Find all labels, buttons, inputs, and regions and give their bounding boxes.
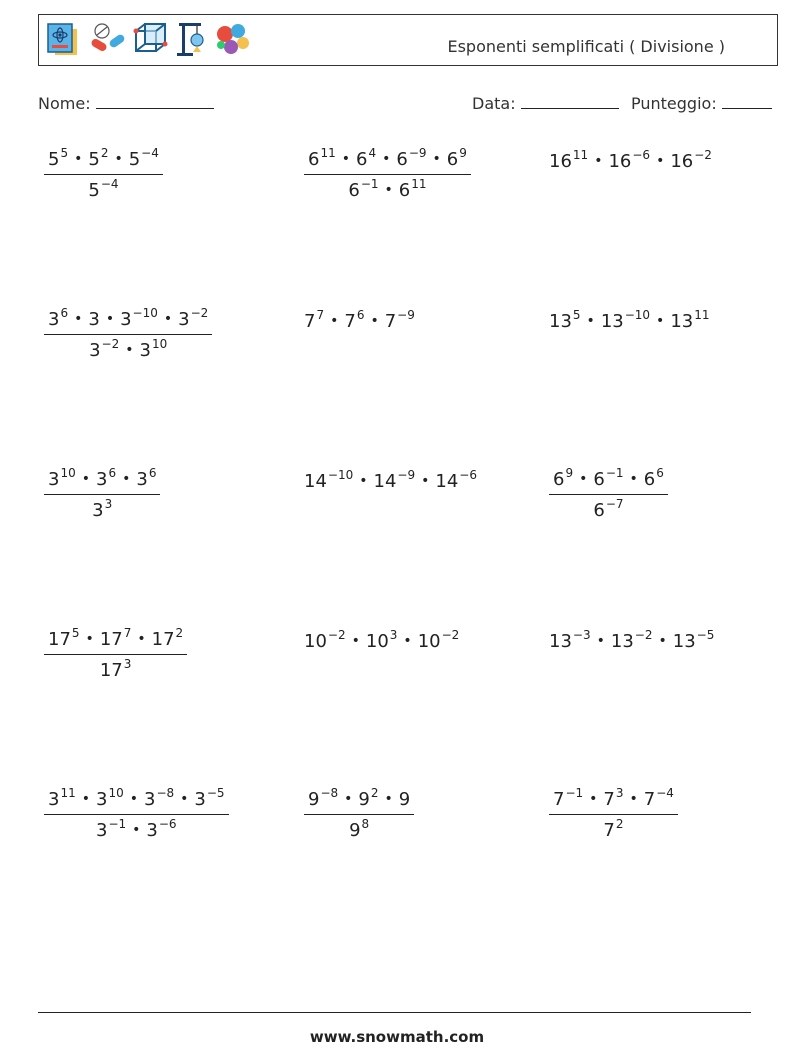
fraction	[44, 466, 160, 521]
multiply-dot: •	[384, 791, 393, 807]
base: 16	[608, 151, 632, 172]
power-term	[644, 466, 664, 490]
base: 7	[344, 311, 356, 332]
denominator	[44, 814, 229, 841]
exponent: −10	[624, 308, 651, 322]
power-term	[611, 628, 653, 652]
power-term	[670, 148, 712, 172]
power-term	[48, 626, 80, 650]
base: 17	[48, 629, 71, 650]
base: 3	[139, 340, 151, 361]
multiply-dot: •	[596, 633, 605, 649]
exponent: 11	[572, 148, 589, 162]
numerator	[44, 146, 163, 174]
exponent: 6	[148, 466, 157, 480]
denominator	[304, 174, 471, 201]
exponent: −3	[572, 628, 591, 642]
multiply-dot: •	[432, 151, 441, 167]
power-term	[120, 306, 158, 330]
fraction	[304, 146, 471, 201]
exponent: −4	[100, 177, 119, 191]
base: 9	[398, 789, 411, 810]
fraction	[44, 786, 229, 841]
exponent: −2	[327, 628, 346, 642]
exponent: −10	[132, 306, 158, 320]
base: 10	[365, 631, 389, 652]
multiply-dot: •	[370, 313, 379, 329]
power-term	[549, 148, 588, 172]
numerator	[304, 786, 414, 814]
exponent: 3	[104, 497, 113, 511]
exponent: 6	[60, 306, 69, 320]
base: 6	[593, 469, 605, 490]
power-term	[608, 148, 650, 172]
power-term	[92, 497, 112, 521]
base: 5	[88, 149, 100, 170]
power-term	[304, 468, 353, 492]
score-blank[interactable]	[722, 94, 772, 109]
power-term	[89, 337, 119, 361]
base: 7	[304, 311, 316, 332]
base: 6	[643, 469, 656, 490]
power-term	[88, 146, 108, 170]
denominator	[44, 174, 163, 201]
multiply-dot: •	[105, 311, 115, 327]
multiply-dot: •	[586, 313, 595, 329]
score-label: Punteggio:	[631, 94, 717, 113]
multiply-dot: •	[656, 153, 665, 169]
power-term	[553, 786, 583, 810]
numerator	[44, 466, 160, 494]
multiply-dot: •	[589, 791, 598, 807]
base: 3	[96, 789, 108, 810]
power-term	[399, 177, 427, 201]
multiply-dot: •	[81, 791, 90, 807]
power-term	[146, 817, 176, 841]
base: 3	[48, 789, 60, 810]
molecule-icon	[213, 21, 253, 57]
base: 6	[348, 180, 360, 201]
base: 10	[417, 631, 441, 652]
multiply-dot: •	[351, 633, 360, 649]
exponent: −5	[206, 786, 225, 800]
exponent: 11	[320, 146, 336, 160]
multiply-dot: •	[629, 471, 638, 487]
exponent: 5	[71, 626, 80, 640]
power-term	[96, 817, 126, 841]
power-term	[304, 628, 346, 652]
fraction	[304, 786, 414, 841]
problem-6	[549, 308, 710, 332]
denominator	[304, 814, 414, 841]
exponent: 9	[565, 466, 574, 480]
exponent: −7	[605, 497, 624, 511]
pills-icon	[87, 21, 127, 57]
header-box	[38, 14, 778, 66]
worksheet-title: Esponenti semplificati ( Divisione )	[447, 37, 725, 56]
exponent: 11	[411, 177, 427, 191]
exponent: −2	[441, 628, 460, 642]
base: 6	[396, 149, 408, 170]
name-field[interactable]	[38, 94, 214, 113]
exponent: 6	[656, 466, 664, 480]
exponent: 5	[60, 146, 69, 160]
name-blank[interactable]	[96, 94, 214, 109]
exponent: 4	[368, 146, 377, 160]
base: 6	[593, 500, 605, 521]
cube-icon	[133, 21, 169, 57]
problem-13	[44, 786, 229, 841]
base: 9	[308, 789, 320, 810]
exponent: −2	[190, 306, 209, 320]
numerator	[549, 786, 678, 814]
date-field[interactable]	[472, 94, 619, 113]
base: 3	[96, 820, 108, 841]
denominator	[44, 654, 187, 681]
footer-url[interactable]: www.snowmath.com	[309, 1028, 485, 1046]
base: 14	[304, 471, 327, 492]
base: 6	[308, 149, 320, 170]
base: 6	[398, 180, 411, 201]
multiply-dot: •	[341, 151, 350, 167]
exponent: 3	[123, 657, 132, 671]
base: 13	[670, 311, 694, 332]
power-term	[100, 626, 132, 650]
exponent: −2	[101, 337, 120, 351]
exponent: −10	[327, 468, 354, 482]
exponent: 2	[175, 626, 184, 640]
multiply-dot: •	[180, 791, 189, 807]
denominator	[44, 334, 212, 361]
base: 14	[435, 471, 459, 492]
base: 3	[48, 469, 60, 490]
base: 5	[88, 180, 100, 201]
fraction	[44, 306, 212, 361]
power-term	[129, 146, 159, 170]
denominator	[44, 494, 160, 521]
exponent: −1	[605, 466, 624, 480]
power-term	[366, 628, 398, 652]
problem-10	[44, 626, 187, 681]
problem-7	[44, 466, 160, 521]
exponent: 10	[108, 786, 124, 800]
power-term	[603, 786, 623, 810]
base: 13	[672, 631, 696, 652]
power-term	[152, 626, 184, 650]
power-term	[435, 468, 477, 492]
power-term	[603, 817, 623, 841]
exponent: 3	[389, 628, 398, 642]
multiply-dot: •	[382, 151, 391, 167]
multiply-dot: •	[359, 473, 368, 489]
exponent: 9	[459, 146, 467, 160]
exponent: 6	[108, 466, 117, 480]
power-term	[178, 306, 208, 330]
multiply-dot: •	[344, 791, 353, 807]
date-label: Data:	[472, 94, 516, 113]
fraction	[549, 466, 668, 521]
multiply-dot: •	[81, 471, 90, 487]
power-term	[593, 466, 623, 490]
power-term	[593, 497, 623, 521]
problem-1	[44, 146, 163, 201]
fraction	[44, 146, 163, 201]
exponent: −4	[141, 146, 159, 160]
power-term	[396, 146, 426, 170]
exponent: −2	[694, 148, 712, 162]
power-term	[673, 628, 715, 652]
power-term	[308, 146, 336, 170]
problem-12	[549, 628, 714, 652]
numerator	[44, 626, 187, 654]
header-icons	[45, 21, 253, 57]
exponent: −4	[656, 786, 674, 800]
multiply-dot: •	[114, 151, 123, 167]
numerator	[549, 466, 668, 494]
problem-9	[549, 466, 668, 521]
multiply-dot: •	[330, 313, 339, 329]
fraction	[549, 786, 678, 841]
exponent: 11	[60, 786, 76, 800]
power-term	[670, 308, 709, 332]
power-term	[48, 786, 76, 810]
date-blank[interactable]	[521, 94, 619, 109]
exponent: −1	[108, 817, 127, 831]
exponent: −9	[397, 308, 415, 322]
problem-11	[304, 628, 459, 652]
base: 17	[151, 629, 175, 650]
multiply-dot: •	[122, 471, 131, 487]
exponent: −5	[696, 628, 715, 642]
multiply-dot: •	[403, 633, 412, 649]
power-term	[139, 337, 167, 361]
multiply-dot: •	[132, 822, 141, 838]
power-term	[349, 817, 369, 841]
numerator	[44, 306, 212, 334]
power-term	[385, 308, 415, 332]
power-term	[399, 789, 410, 810]
base: 3	[89, 340, 101, 361]
exponent: −6	[459, 468, 477, 482]
power-term	[194, 786, 224, 810]
exponent: −9	[397, 468, 416, 482]
base: 13	[610, 631, 634, 652]
power-term	[96, 466, 116, 490]
exponent: −2	[634, 628, 653, 642]
exponent: 10	[60, 466, 76, 480]
exponent: −6	[632, 148, 651, 162]
power-term	[549, 308, 581, 332]
base: 3	[144, 789, 156, 810]
base: 3	[136, 469, 148, 490]
exponent: −8	[156, 786, 175, 800]
exponent: 5	[572, 308, 581, 322]
fraction	[44, 626, 187, 681]
power-term	[136, 466, 156, 490]
power-term	[100, 657, 132, 681]
power-term	[553, 466, 573, 490]
power-term	[601, 308, 650, 332]
problem-14	[304, 786, 414, 841]
power-term	[374, 468, 416, 492]
base: 17	[99, 660, 123, 681]
exponent: 8	[361, 817, 370, 831]
base: 16	[670, 151, 694, 172]
exponent: 2	[615, 817, 624, 831]
score-field[interactable]	[631, 94, 772, 113]
exponent: 3	[615, 786, 624, 800]
numerator	[304, 146, 471, 174]
power-term	[447, 146, 467, 170]
multiply-dot: •	[125, 342, 134, 358]
lab-stand-icon	[175, 21, 207, 57]
base: 3	[146, 820, 158, 841]
exponent: 7	[316, 308, 325, 322]
exponent: 6	[356, 308, 365, 322]
base: 17	[99, 629, 123, 650]
exponent: −6	[158, 817, 177, 831]
name-label: Nome:	[38, 94, 91, 113]
power-term	[48, 306, 68, 330]
multiply-dot: •	[658, 633, 667, 649]
denominator	[549, 494, 668, 521]
power-term	[418, 628, 460, 652]
multiply-dot: •	[74, 311, 83, 327]
multiply-dot: •	[579, 471, 588, 487]
footer-divider	[38, 1012, 751, 1013]
base: 5	[128, 149, 141, 170]
power-term	[549, 628, 591, 652]
science-book-icon	[45, 21, 81, 57]
base: 13	[549, 631, 572, 652]
base: 3	[48, 309, 60, 330]
base: 7	[603, 789, 615, 810]
problem-3	[549, 148, 712, 172]
multiply-dot: •	[384, 182, 393, 198]
power-term	[88, 309, 99, 330]
denominator	[549, 814, 678, 841]
multiply-dot: •	[137, 631, 146, 647]
power-term	[344, 308, 364, 332]
exponent: 11	[694, 308, 710, 322]
base: 10	[304, 631, 327, 652]
exponent: −9	[408, 146, 427, 160]
base: 9	[349, 820, 361, 841]
exponent: −8	[320, 786, 339, 800]
base: 13	[549, 311, 572, 332]
exponent: 10	[151, 337, 168, 351]
base: 9	[358, 789, 370, 810]
multiply-dot: •	[594, 153, 603, 169]
power-term	[356, 146, 376, 170]
base: 3	[96, 469, 108, 490]
multiply-dot: •	[629, 791, 638, 807]
power-term	[358, 786, 378, 810]
multiply-dot: •	[163, 311, 173, 327]
power-term	[304, 308, 324, 332]
multiply-dot: •	[74, 151, 83, 167]
power-term	[348, 177, 378, 201]
base: 6	[446, 149, 459, 170]
base: 3	[194, 789, 206, 810]
multiply-dot: •	[656, 313, 665, 329]
power-term	[88, 177, 118, 201]
base: 7	[553, 789, 565, 810]
multiply-dot: •	[85, 631, 94, 647]
problem-5	[304, 308, 415, 332]
power-term	[308, 786, 338, 810]
base: 7	[603, 820, 615, 841]
base: 14	[373, 471, 397, 492]
base: 3	[178, 309, 190, 330]
base: 6	[553, 469, 565, 490]
base: 7	[384, 311, 397, 332]
problem-8	[304, 468, 477, 492]
problem-4	[44, 306, 212, 361]
exponent: −1	[565, 786, 584, 800]
base: 3	[120, 309, 132, 330]
base: 13	[600, 311, 624, 332]
power-term	[96, 786, 124, 810]
power-term	[48, 146, 68, 170]
exponent: 2	[370, 786, 379, 800]
exponent: −1	[360, 177, 379, 191]
base: 3	[88, 309, 100, 330]
power-term	[644, 786, 674, 810]
exponent: 7	[123, 626, 132, 640]
problem-2	[304, 146, 471, 201]
power-term	[144, 786, 174, 810]
exponent: 2	[100, 146, 109, 160]
base: 3	[92, 500, 104, 521]
multiply-dot: •	[421, 473, 430, 489]
base: 6	[356, 149, 368, 170]
base: 7	[643, 789, 656, 810]
problem-15	[549, 786, 678, 841]
power-term	[48, 466, 76, 490]
base: 16	[549, 151, 572, 172]
numerator	[44, 786, 229, 814]
multiply-dot: •	[129, 791, 138, 807]
base: 5	[48, 149, 60, 170]
